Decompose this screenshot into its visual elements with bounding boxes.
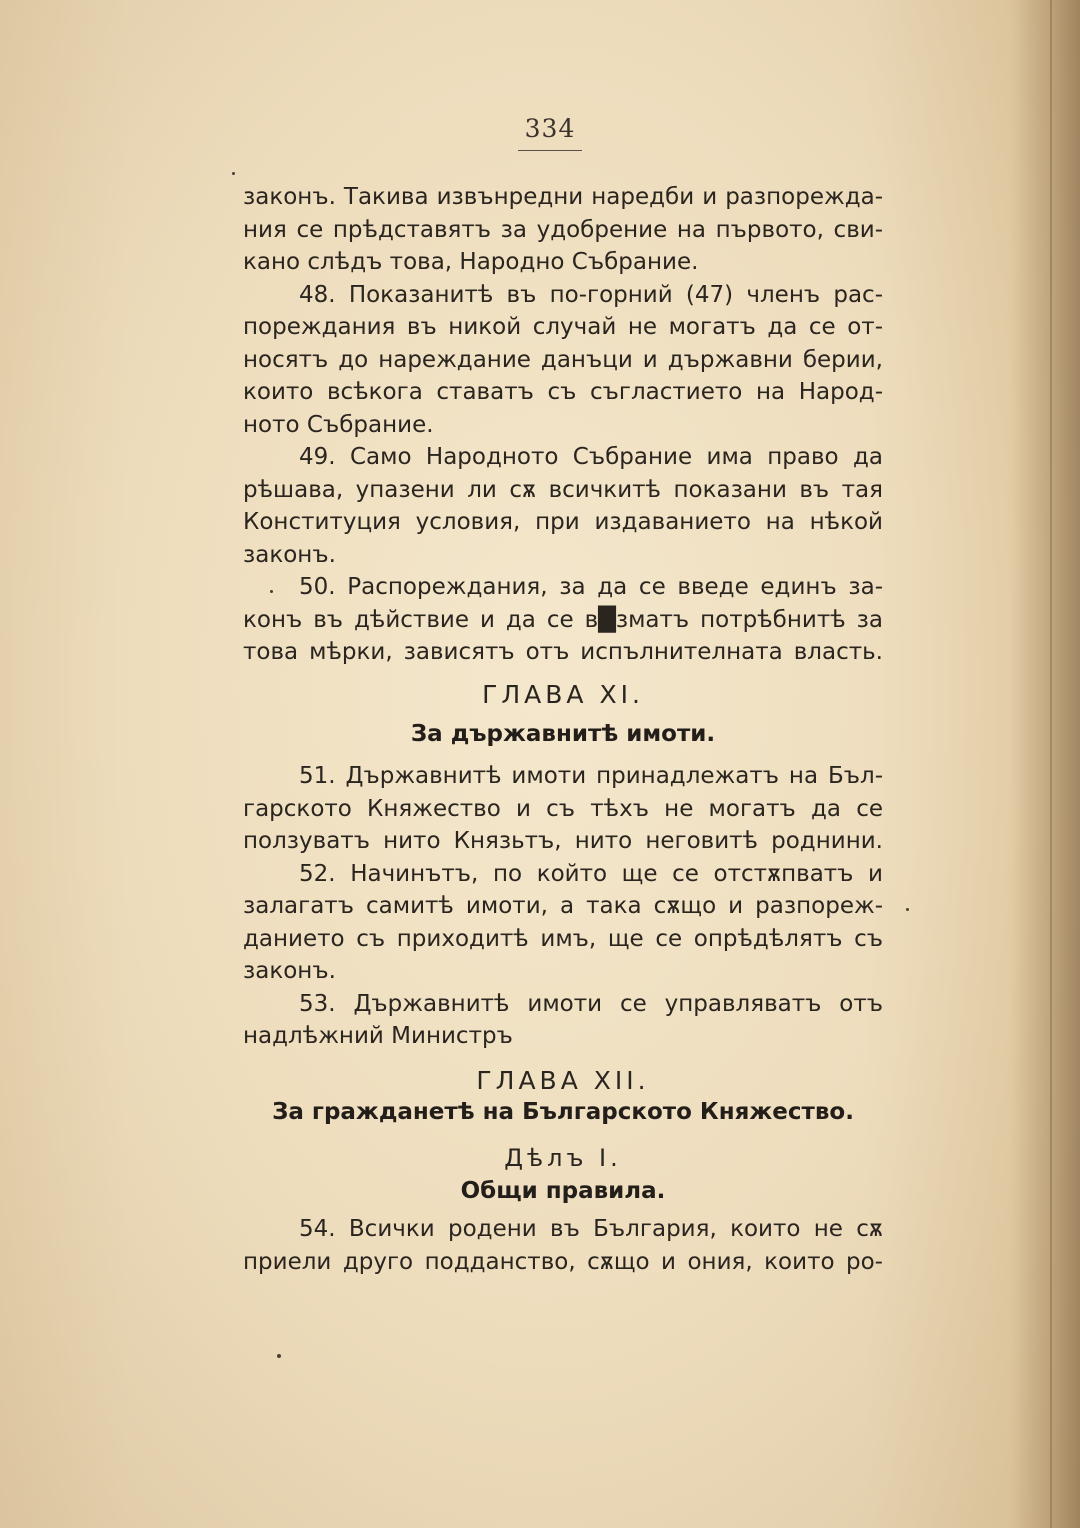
chapter-12-label: ГЛАВА XII. <box>476 1066 650 1095</box>
section-1-label: Дѣлъ I. <box>504 1144 622 1172</box>
article-51-start: 51. Държавнитѣ имоти принадлежатъ на Бъл- <box>299 763 883 789</box>
text-line: Конституция условия, при издаванието на нѣкой <box>243 509 883 535</box>
text-line: това мѣрки, зависятъ отъ испълнителната власть. <box>243 639 883 665</box>
page-number: 334 <box>524 114 576 143</box>
spine-shadow <box>1010 0 1080 1528</box>
article-text-block-1 <box>243 181 883 669</box>
text-line: пореждания въ никой случай не могатъ да се от- <box>243 314 883 340</box>
paper-speck <box>906 908 909 911</box>
article-49-start: 49. Само Народното Събрание има право да <box>299 444 883 470</box>
text-line: надлѣжний Министръ <box>243 1023 513 1049</box>
text-line: законъ. <box>243 541 336 568</box>
text-line: рѣшава, упазени ли сѫ всичкитѣ показани въ тая <box>243 476 883 503</box>
paper-speck <box>232 172 235 175</box>
article-50-start: 50. Распореждания, за да се введе единъ за- <box>299 574 883 600</box>
page-number-rule <box>518 150 582 151</box>
text-line: данието съ приходитѣ имъ, ще се опрѣдѣлятъ съ <box>243 925 883 952</box>
paper-speck <box>270 590 273 593</box>
text-line: носятъ до нареждание данъци и държавни берии, <box>243 346 883 373</box>
text-line: ползуватъ нито Князьтъ, нито неговитѣ роднини. <box>243 828 883 854</box>
chapter-11-label: ГЛАВА XI. <box>482 680 644 709</box>
text-line: конъ въ дѣйствие и да се в█зматъ потрѣбнитѣ за <box>243 606 883 633</box>
text-line: законъ. Такива извънредни наредби и разпорежда- <box>243 184 883 210</box>
article-text-block-2 <box>243 760 883 1053</box>
text-line: законъ. <box>243 958 336 984</box>
spine-edge <box>1050 0 1052 1528</box>
article-52-start: 52. Начинътъ, по който ще се отстѫпватъ и <box>299 860 883 887</box>
chapter-12-title: За гражданетѣ на Българското Княжество. <box>272 1099 854 1125</box>
chapter-11-title: За държавнитѣ имоти. <box>410 721 716 747</box>
article-text-block-3 <box>243 1213 883 1278</box>
article-53-start: 53. Държавнитѣ имоти се управляватъ отъ <box>299 990 883 1017</box>
section-1-title: Общи правила. <box>460 1178 666 1204</box>
paper-speck <box>277 1354 281 1358</box>
text-line: приели друго подданство, сѫщо и ония, които ро- <box>243 1248 883 1275</box>
text-line: залагатъ самитѣ имоти, а така сѫщо и разпореж- <box>243 893 883 919</box>
text-line: ния се прѣдставятъ за удобрение на първото, сви- <box>243 216 883 243</box>
text-line: кано слѣдъ това, Народно Събрание. <box>243 249 699 275</box>
text-line: ното Събрание. <box>243 411 434 438</box>
article-54-start: 54. Всички родени въ България, които не сѫ <box>299 1216 883 1242</box>
text-line: които всѣкога ставатъ съ съгластието на Народ- <box>243 379 883 405</box>
article-48-start: 48. Показанитѣ въ по-горний (47) членъ рас- <box>299 281 883 308</box>
text-line: гарското Княжество и съ тѣхъ не могатъ да се <box>243 795 883 822</box>
